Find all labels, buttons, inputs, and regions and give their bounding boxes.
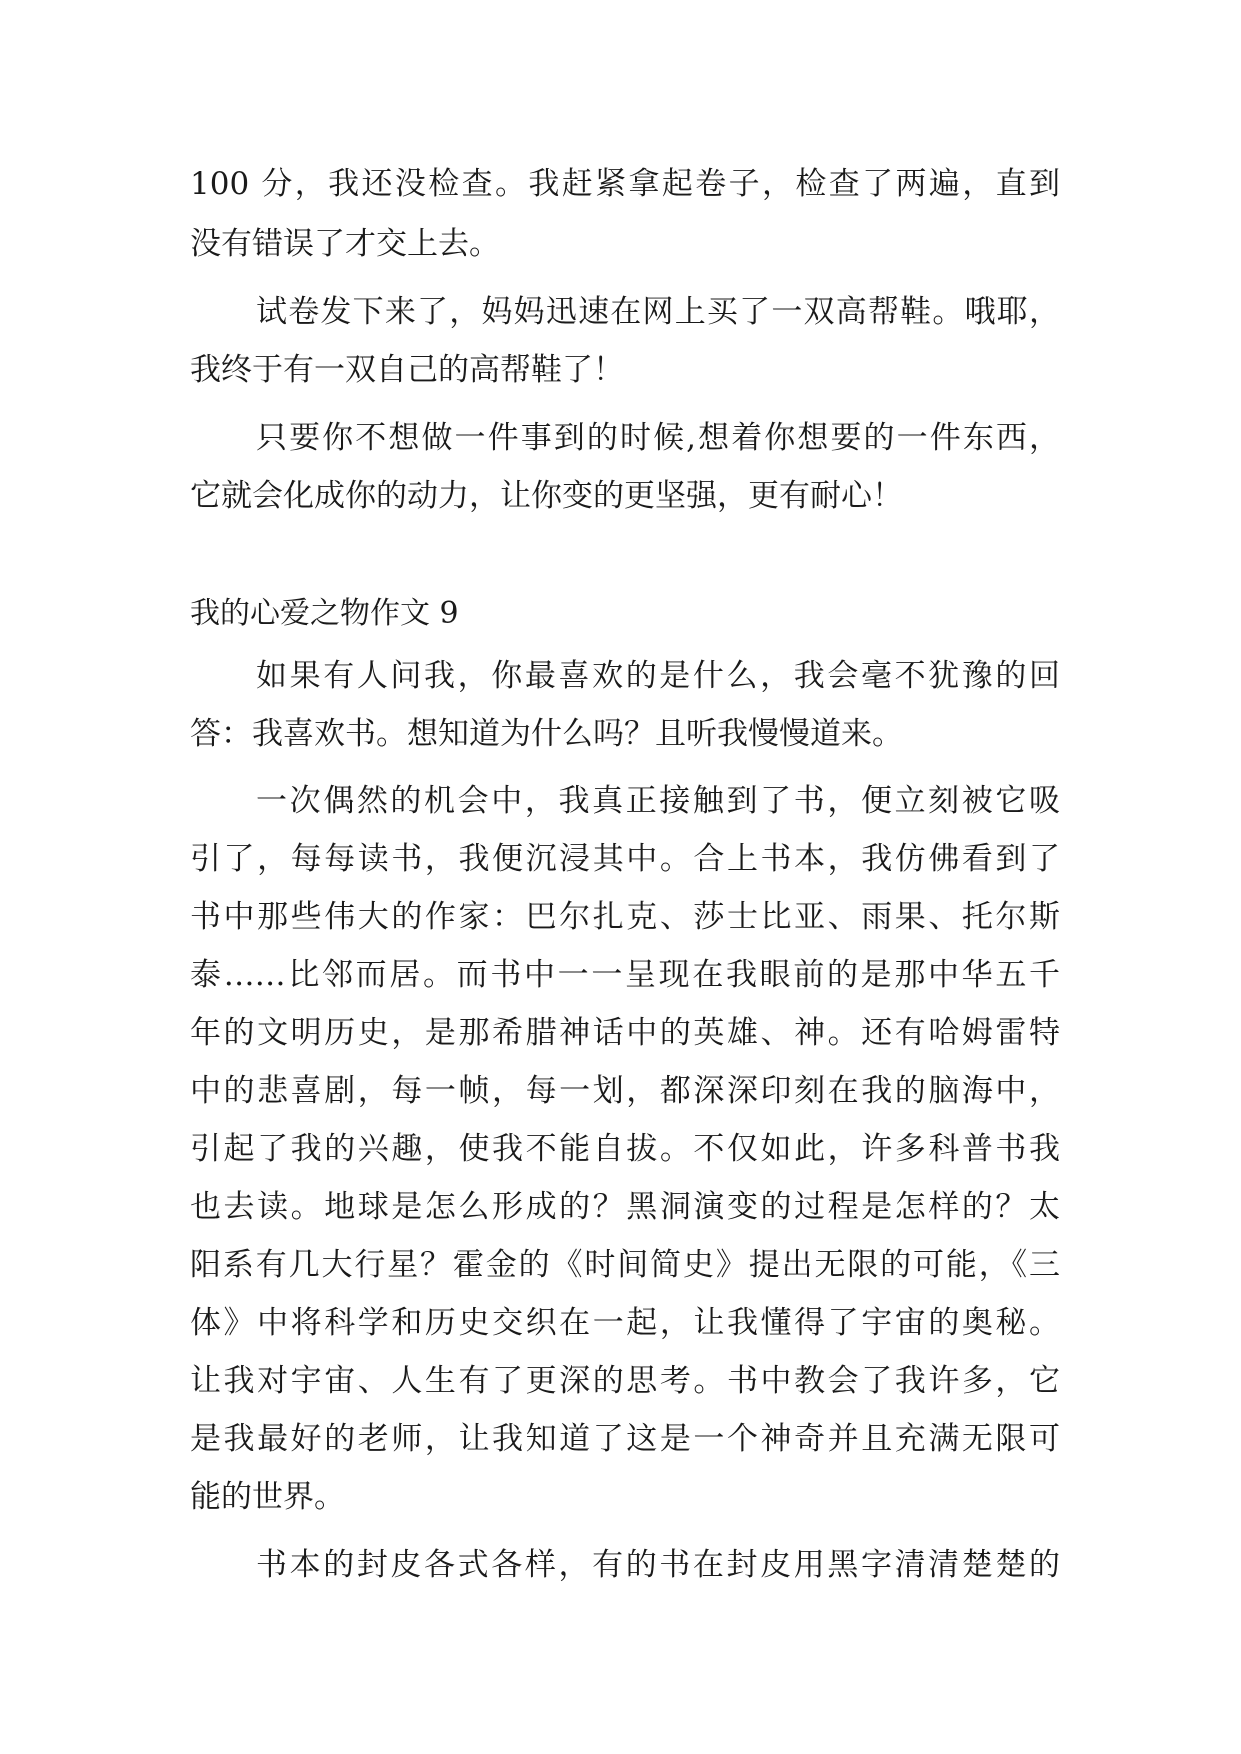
text-line: 100 分，我还没检查。我赶紧拿起卷子，检查了两遍，直到 [190, 166, 1060, 202]
text-line: 它就会化成你的动力，让你变的更坚强，更有耐心！ [190, 478, 903, 514]
text-line: 年的文明历史，是那希腊神话中的英雄、神。还有哈姆雷特 [190, 1015, 1060, 1051]
text-line: 书中那些伟大的作家：巴尔扎克、莎士比亚、雨果、托尔斯 [190, 899, 1060, 935]
text-line: 中的悲喜剧，每一帧，每一划，都深深印刻在我的脑海中， [190, 1073, 1060, 1109]
text-line: 我终于有一双自己的高帮鞋了！ [190, 352, 624, 388]
text-line: 试卷发下来了，妈妈迅速在网上买了一双高帮鞋。哦耶， [256, 294, 1060, 330]
text-line: 泰……比邻而居。而书中一一呈现在我眼前的是那中华五千 [190, 957, 1060, 993]
essay-title: 我的心爱之物作文 9 [190, 596, 459, 631]
text-line: 答：我喜欢书。想知道为什么吗？且听我慢慢道来。 [190, 716, 903, 752]
text-line: 引起了我的兴趣，使我不能自拔。不仅如此，许多科普书我 [190, 1131, 1060, 1167]
text-line: 没有错误了才交上去。 [190, 226, 500, 262]
text-line: 是我最好的老师，让我知道了这是一个神奇并且充满无限可 [190, 1421, 1060, 1457]
text-line: 只要你不想做一件事到的时候,想着你想要的一件东西， [256, 420, 1060, 456]
text-line: 如果有人问我，你最喜欢的是什么，我会毫不犹豫的回 [256, 658, 1060, 694]
text-line: 一次偶然的机会中，我真正接触到了书，便立刻被它吸 [256, 783, 1060, 819]
text-line: 书本的封皮各式各样，有的书在封皮用黑字清清楚楚的 [256, 1547, 1060, 1583]
text-line: 让我对宇宙、人生有了更深的思考。书中教会了我许多，它 [190, 1363, 1060, 1399]
text-line: 阳系有几大行星？霍金的《时间简史》提出无限的可能，《三 [190, 1247, 1060, 1283]
text-line: 体》中将科学和历史交织在一起，让我懂得了宇宙的奥秘。 [190, 1305, 1060, 1341]
text-line: 引了，每每读书，我便沉浸其中。合上书本，我仿佛看到了 [190, 841, 1060, 877]
text-line: 能的世界。 [190, 1479, 345, 1515]
text-line: 也去读。地球是怎么形成的？黑洞演变的过程是怎样的？太 [190, 1189, 1060, 1225]
